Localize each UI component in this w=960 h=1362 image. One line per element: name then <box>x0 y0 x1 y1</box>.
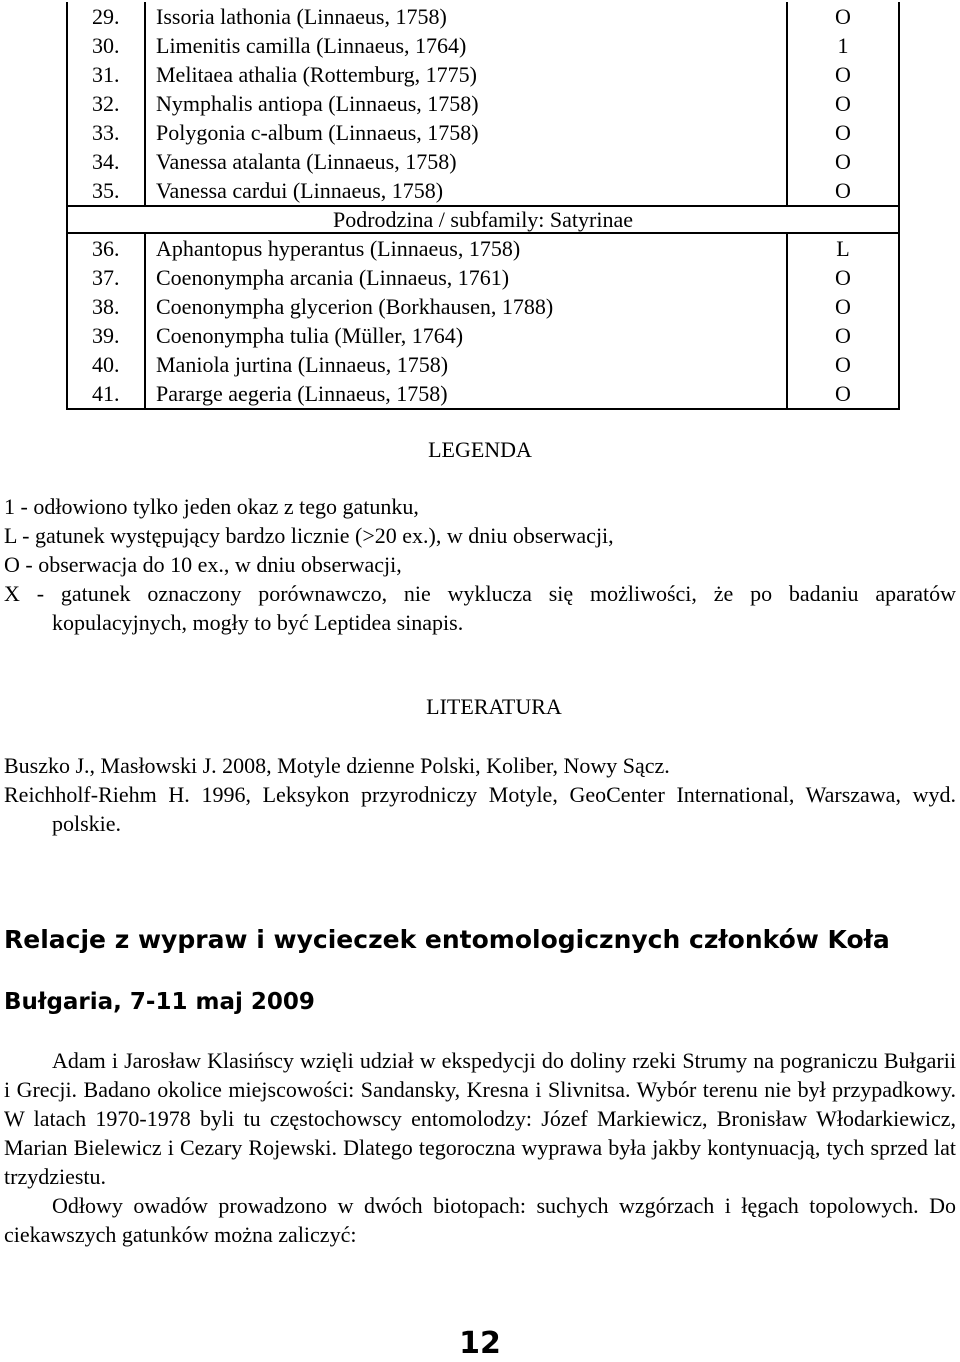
observation-code: O <box>835 293 851 319</box>
species-name: Coenonympha glycerion (Borkhausen, 1788) <box>146 292 788 321</box>
table-row <box>68 321 898 350</box>
species-number: 38. <box>68 292 146 321</box>
observation-code: O <box>835 119 851 145</box>
species-number: 34. <box>68 147 146 176</box>
species-number: 40. <box>68 350 146 379</box>
table-row <box>68 89 898 118</box>
legend-item: 1 - odłowiono tylko jeden okaz z tego gatunku, <box>4 494 419 519</box>
species-name: Melitaea athalia (Rottemburg, 1775) <box>146 60 788 89</box>
table-row <box>68 118 898 147</box>
article-paragraph <box>4 1191 956 1249</box>
article-title: Relacje z wypraw i wycieczek entomologicznych członków Koła <box>4 925 890 954</box>
observation-code: 1 <box>837 32 849 58</box>
species-name: Aphantopus hyperantus (Linnaeus, 1758) <box>146 234 788 263</box>
species-number: 35. <box>68 176 146 205</box>
table-row <box>68 2 898 31</box>
species-name: Coenonympha tulia (Müller, 1764) <box>146 321 788 350</box>
reference-item: Buszko J., Masłowski J. 2008, Motyle dzienne Polski, Koliber, Nowy Sącz. <box>4 753 670 778</box>
observation-code: O <box>835 380 851 406</box>
observation-code: O <box>835 177 851 203</box>
species-name: Pararge aegeria (Linnaeus, 1758) <box>146 379 788 408</box>
species-name: Vanessa cardui (Linnaeus, 1758) <box>146 176 788 205</box>
observation-code: O <box>835 148 851 174</box>
species-number: 29. <box>68 2 146 31</box>
observation-code: O <box>835 322 851 348</box>
species-number: 30. <box>68 31 146 60</box>
table-body-top <box>68 2 898 205</box>
article-paragraph <box>4 1046 956 1191</box>
literature-list <box>4 751 956 838</box>
article-paragraph-text: Odłowy owadów prowadzono w dwóch biotopach: suchych wzgórzach i łęgach topolowych. Do ciekawszych gatunków można zaliczyć: <box>4 1193 956 1247</box>
subfamily-row: Podrodzina / subfamily: Satyrinae <box>68 205 898 234</box>
species-number: 37. <box>68 263 146 292</box>
species-name: Limenitis camilla (Linnaeus, 1764) <box>146 31 788 60</box>
observation-code: O <box>835 61 851 87</box>
legend-title: LEGENDA <box>428 437 532 462</box>
table-row <box>68 379 898 408</box>
observation-code: O <box>835 3 851 29</box>
literature-title: LITERATURA <box>426 694 562 719</box>
species-name: Polygonia c-album (Linnaeus, 1758) <box>146 118 788 147</box>
article-paragraph-text: Adam i Jarosław Klasińscy wzięli udział w ekspedycji do doliny rzeki Strumy na pograniczu Bułgarii i Grecji. Badano okolice miejscowości: Sandansky, Kresna i Slivnitsa. Wybór terenu nie był przypadkowy. W latach 1970-1978 byli tu częstochowscy entomolodzy: Józef Markiewicz, Bronisław Włodarkiewicz, Marian Bielewicz i Cezary Rojewski. Dlatego tegoroczna wyprawa była jakby kontynuacją, tych sprzed lat trzydziestu. <box>4 1048 956 1189</box>
table-row <box>68 350 898 379</box>
species-number: 33. <box>68 118 146 147</box>
legend-list <box>4 492 956 637</box>
observation-code: O <box>835 351 851 377</box>
species-number: 32. <box>68 89 146 118</box>
species-number: 31. <box>68 60 146 89</box>
species-table <box>66 2 900 410</box>
table-row <box>68 176 898 205</box>
species-number: 39. <box>68 321 146 350</box>
table-row <box>68 147 898 176</box>
table-row <box>68 263 898 292</box>
species-name: Maniola jurtina (Linnaeus, 1758) <box>146 350 788 379</box>
table-row <box>68 292 898 321</box>
table-row <box>68 60 898 89</box>
species-name: Vanessa atalanta (Linnaeus, 1758) <box>146 147 788 176</box>
species-number: 41. <box>68 379 146 408</box>
species-name: Coenonympha arcania (Linnaeus, 1761) <box>146 263 788 292</box>
table-body-bottom <box>68 234 898 408</box>
observation-code: O <box>835 90 851 116</box>
table-row <box>68 234 898 263</box>
article-subtitle: Bułgaria, 7-11 maj 2009 <box>4 989 315 1015</box>
legend-item: L - gatunek występujący bardzo licznie (>20 ex.), w dniu obserwacji, <box>4 523 614 548</box>
reference-item: Reichholf-Riehm H. 1996, Leksykon przyrodniczy Motyle, GeoCenter International, Warszawa, wyd. polskie. <box>4 782 956 836</box>
article-body <box>4 1046 956 1249</box>
species-number: 36. <box>68 234 146 263</box>
observation-code: L <box>836 235 850 261</box>
table-row <box>68 31 898 60</box>
species-name: Nymphalis antiopa (Linnaeus, 1758) <box>146 89 788 118</box>
legend-item: X - gatunek oznaczony porównawczo, nie wyklucza się możliwości, że po badaniu aparatów kopulacyjnych, mogły to być Leptidea sinapis. <box>4 581 956 635</box>
observation-code: O <box>835 264 851 290</box>
species-name: Issoria lathonia (Linnaeus, 1758) <box>146 2 788 31</box>
legend-item: O - obserwacja do 10 ex., w dniu obserwacji, <box>4 552 402 577</box>
page-number: 12 <box>459 1326 501 1361</box>
